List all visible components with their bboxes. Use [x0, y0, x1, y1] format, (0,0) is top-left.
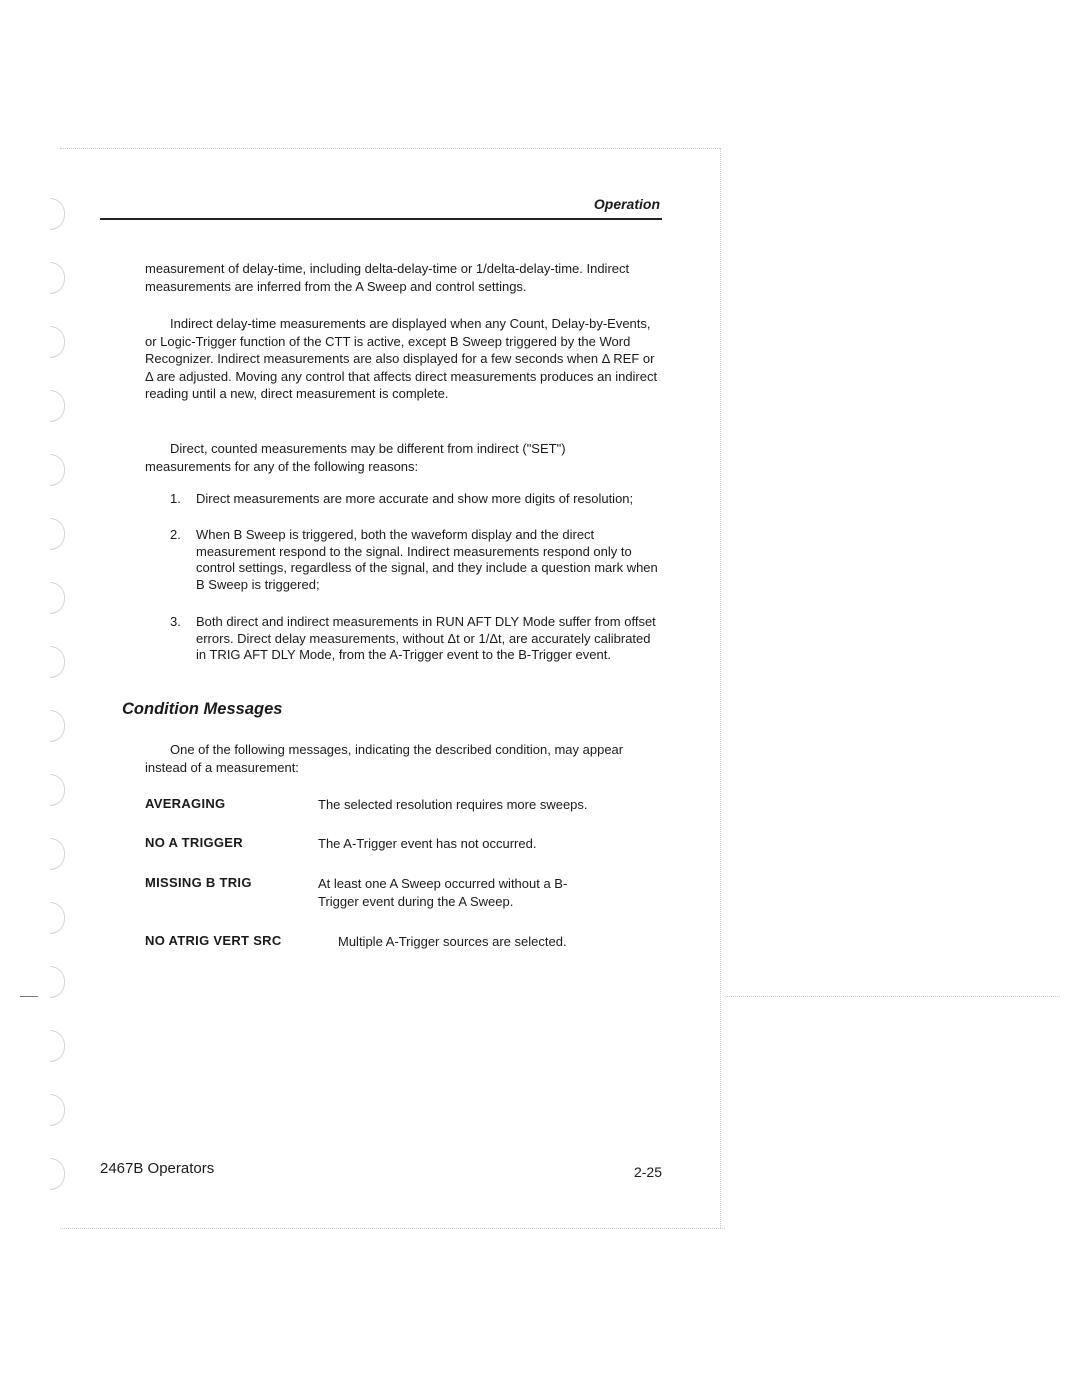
binder-hole	[50, 646, 65, 678]
binder-hole	[50, 774, 65, 806]
binder-hole	[50, 1158, 65, 1190]
message-description: The A-Trigger event has not occurred.	[318, 836, 537, 851]
binder-hole	[50, 326, 65, 358]
paragraph-condition-intro: One of the following messages, indicating the described condition, may appear instead of a measurement:	[145, 742, 624, 775]
list-item: Direct measurements are more accurate and show more digits of resolution;	[196, 491, 634, 506]
footer-manual-title: 2467B Operators	[100, 1160, 215, 1177]
section-heading: Condition Messages	[122, 700, 283, 718]
page-number: 2-25	[633, 1164, 662, 1180]
scan-edge-right	[720, 148, 721, 1228]
message-description: The selected resolution requires more sweeps.	[318, 797, 588, 812]
paragraph-intro: measurement of delay-time, including delta-delay-time or 1/delta-delay-time. Indirect measurements are inferred from the A Sweep and control settings.	[145, 261, 630, 294]
scan-edge-top	[60, 148, 720, 149]
binder-hole	[50, 262, 65, 294]
message-description: At least one A Sweep occurred without a B-Trigger event during the A Sweep.	[318, 876, 568, 909]
message-term: NO ATRIG VERT SRC	[145, 933, 282, 948]
binder-hole	[50, 518, 65, 550]
binder-hole	[50, 838, 65, 870]
list-number: 3.	[170, 614, 181, 629]
message-description: Multiple A-Trigger sources are selected.	[338, 934, 567, 949]
list-number: 2.	[170, 527, 181, 542]
message-term: NO A TRIGGER	[145, 835, 243, 850]
header-rule	[100, 218, 662, 220]
binder-hole	[50, 966, 65, 998]
binder-hole	[50, 582, 65, 614]
scan-edge-bottom	[60, 1228, 725, 1229]
message-term: AVERAGING	[145, 796, 226, 811]
scan-line-right	[725, 996, 1060, 997]
message-term: MISSING B TRIG	[145, 875, 252, 890]
list-number: 1.	[170, 491, 181, 506]
scan-line-left	[20, 996, 38, 997]
list-item: Both direct and indirect measurements in RUN AFT DLY Mode suffer from offset errors. Direct delay measurements, without Δt or 1/Δt, are accurately calibrated in TRIG AFT DLY Mode, from the A-Trigger event to the B-Trigger event.	[196, 614, 656, 662]
binder-hole	[50, 454, 65, 486]
paragraph-indirect: Indirect delay-time measurements are displayed when any Count, Delay-by-Events, or Logic-Trigger function of the CTT is active, except B Sweep triggered by the Word Recognizer. Indirect measurements are also displayed for a few seconds when Δ REF or Δ are adjusted. Moving any control that affects direct measurements produces an indirect reading until a new, direct measurement is complete.	[145, 316, 658, 401]
binder-hole	[50, 902, 65, 934]
list-item: When B Sweep is triggered, both the waveform display and the direct measurement respond to the signal. Indirect measurements respond only to control settings, regardless of the signal, and they include a question mark when B Sweep is triggered;	[196, 527, 658, 592]
paragraph-direct: Direct, counted measurements may be different from indirect ("SET") measurements for any of the following reasons:	[145, 441, 566, 474]
binder-hole	[50, 390, 65, 422]
binder-hole	[50, 198, 65, 230]
binder-hole	[50, 1030, 65, 1062]
binder-hole	[50, 710, 65, 742]
running-header: Operation	[593, 196, 660, 212]
binder-hole	[50, 1094, 65, 1126]
